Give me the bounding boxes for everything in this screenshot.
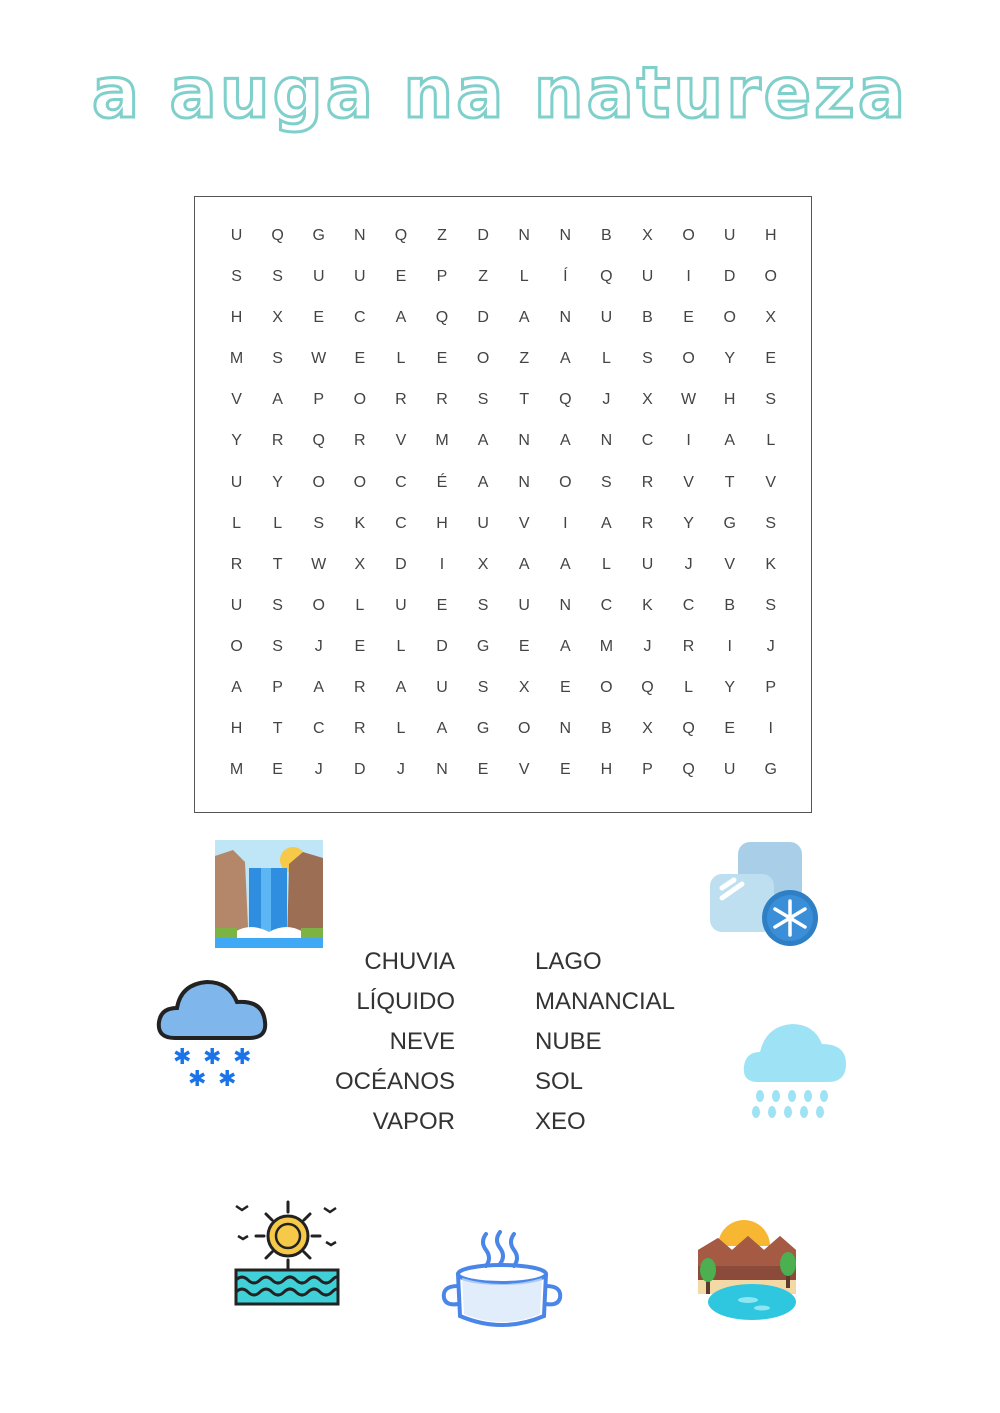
word-list-item: SOL bbox=[535, 1068, 584, 1095]
grid-letter[interactable]: B bbox=[724, 596, 735, 614]
grid-letter[interactable]: L bbox=[355, 596, 365, 614]
grid-letter[interactable]: X bbox=[642, 720, 653, 738]
grid-letter[interactable]: P bbox=[642, 761, 653, 779]
grid-letter[interactable]: Q bbox=[682, 720, 695, 738]
grid-letter[interactable]: J bbox=[766, 637, 775, 655]
snow-cloud-icon bbox=[155, 970, 271, 1090]
grid-letter[interactable]: R bbox=[395, 391, 407, 409]
grid-letter[interactable]: Y bbox=[683, 514, 694, 532]
grid-letter[interactable]: Z bbox=[478, 268, 488, 286]
grid-letter[interactable]: X bbox=[765, 309, 777, 327]
grid-letter[interactable]: L bbox=[396, 637, 406, 655]
grid-letter[interactable]: I bbox=[563, 514, 568, 532]
grid-letter[interactable]: N bbox=[518, 227, 530, 244]
grid-letter[interactable]: L bbox=[601, 555, 611, 573]
grid-letter[interactable]: M bbox=[599, 637, 614, 655]
grid-letter[interactable]: E bbox=[559, 761, 571, 779]
word-list-right bbox=[535, 942, 735, 1142]
grid-letter[interactable]: S bbox=[272, 596, 283, 614]
steaming-pot-icon bbox=[440, 1230, 564, 1334]
grid-letter[interactable]: A bbox=[313, 679, 325, 697]
grid-letter[interactable]: O bbox=[559, 473, 572, 491]
grid-letter[interactable]: O bbox=[353, 391, 367, 409]
grid-letter[interactable]: B bbox=[642, 309, 653, 327]
grid-letter[interactable]: X bbox=[518, 679, 530, 697]
grid-letter[interactable]: S bbox=[642, 350, 653, 368]
grid-letter[interactable]: A bbox=[231, 679, 242, 697]
grid-letter[interactable]: V bbox=[518, 761, 530, 779]
grid-letter[interactable]: H bbox=[764, 227, 777, 244]
rain-cloud-icon bbox=[742, 1016, 848, 1124]
grid-letter[interactable]: O bbox=[723, 309, 736, 327]
grid-letter[interactable]: L bbox=[601, 350, 611, 368]
grid-letter[interactable]: X bbox=[642, 227, 653, 244]
grid-letter[interactable]: E bbox=[354, 350, 366, 368]
grid-letter[interactable]: E bbox=[559, 679, 571, 697]
grid-letter[interactable]: A bbox=[395, 679, 407, 697]
grid-letter[interactable]: I bbox=[439, 555, 445, 573]
grid-letter[interactable]: C bbox=[395, 514, 407, 532]
grid-letter[interactable]: É bbox=[436, 473, 448, 491]
grid-letter[interactable]: K bbox=[354, 514, 366, 532]
grid-letter[interactable]: M bbox=[229, 761, 244, 779]
grid-letter[interactable]: R bbox=[641, 514, 654, 532]
word-list-item: VAPOR bbox=[372, 1108, 455, 1135]
grid-letter[interactable]: O bbox=[312, 473, 325, 491]
svg-text:✱: ✱ bbox=[173, 1045, 192, 1070]
grid-row bbox=[216, 668, 792, 709]
grid-letter[interactable]: O bbox=[476, 350, 490, 368]
grid-letter[interactable]: V bbox=[395, 432, 407, 450]
grid-letter[interactable]: A bbox=[477, 432, 489, 450]
word-list-item: XEO bbox=[535, 1108, 586, 1135]
grid-letter[interactable]: S bbox=[272, 350, 283, 368]
grid-letter[interactable]: N bbox=[354, 227, 366, 244]
grid-letter[interactable]: J bbox=[314, 761, 323, 779]
grid-letter[interactable]: L bbox=[273, 514, 283, 532]
grid-row bbox=[216, 504, 792, 545]
grid-row bbox=[216, 421, 792, 462]
grid-letter[interactable]: T bbox=[519, 391, 530, 409]
word-list-item: LÍQUIDO bbox=[356, 988, 455, 1015]
grid-letter[interactable]: D bbox=[436, 637, 448, 655]
grid-letter[interactable]: G bbox=[723, 514, 736, 532]
grid-letter[interactable]: Z bbox=[519, 350, 530, 368]
grid-letter[interactable]: V bbox=[724, 555, 735, 573]
grid-letter[interactable]: P bbox=[313, 391, 325, 409]
grid-letter[interactable]: O bbox=[682, 227, 695, 244]
grid-letter[interactable]: U bbox=[723, 227, 736, 244]
grid-letter[interactable]: E bbox=[477, 761, 489, 779]
grid-letter[interactable]: C bbox=[354, 309, 366, 327]
grid-letter[interactable]: H bbox=[600, 761, 613, 779]
grid-letter[interactable]: U bbox=[354, 268, 366, 286]
grid-letter[interactable]: J bbox=[602, 391, 611, 409]
grid-letter[interactable]: A bbox=[559, 350, 571, 368]
grid-letter[interactable]: U bbox=[230, 596, 243, 614]
grid-letter[interactable]: S bbox=[272, 637, 283, 655]
grid-letter[interactable]: C bbox=[682, 596, 695, 614]
grid-letter[interactable]: S bbox=[272, 268, 283, 286]
grid-letter[interactable]: T bbox=[272, 555, 283, 573]
word-list-item: MANANCIAL bbox=[535, 988, 676, 1015]
grid-letter[interactable]: R bbox=[230, 555, 243, 573]
grid-letter[interactable]: S bbox=[765, 391, 777, 409]
grid-letter[interactable]: N bbox=[518, 432, 530, 450]
grid-letter[interactable]: U bbox=[230, 473, 243, 491]
grid-letter[interactable]: S bbox=[765, 514, 777, 532]
grid-letter[interactable]: N bbox=[559, 227, 572, 244]
grid-letter[interactable]: S bbox=[477, 679, 489, 697]
grid-letter[interactable]: A bbox=[601, 514, 612, 532]
grid-letter[interactable]: D bbox=[723, 268, 736, 286]
grid-letter[interactable]: R bbox=[641, 473, 654, 491]
grid-row bbox=[216, 380, 792, 421]
svg-text:✱: ✱ bbox=[203, 1045, 222, 1070]
grid-letter[interactable]: Q bbox=[600, 268, 613, 286]
grid-letter[interactable]: L bbox=[232, 514, 241, 532]
grid-letter[interactable]: O bbox=[600, 679, 613, 697]
grid-letter[interactable]: L bbox=[519, 268, 529, 286]
page-title: a auga na natureza bbox=[91, 52, 909, 134]
grid-letter[interactable]: A bbox=[395, 309, 407, 327]
grid-letter[interactable]: Q bbox=[435, 309, 449, 327]
grid-letter[interactable]: G bbox=[476, 637, 490, 655]
grid-letter[interactable]: N bbox=[518, 473, 530, 491]
grid-letter[interactable]: X bbox=[477, 555, 489, 573]
grid-letter[interactable]: N bbox=[559, 596, 572, 614]
grid-letter[interactable]: U bbox=[641, 555, 654, 573]
grid-letter[interactable]: N bbox=[559, 720, 572, 738]
svg-text:✱: ✱ bbox=[218, 1067, 237, 1090]
grid-letter[interactable]: Í bbox=[563, 268, 568, 286]
grid-letter[interactable]: Q bbox=[394, 227, 408, 244]
grid-letter[interactable]: J bbox=[684, 555, 693, 573]
grid-letter[interactable]: D bbox=[354, 761, 366, 779]
grid-letter[interactable]: Y bbox=[272, 473, 283, 491]
grid-letter[interactable]: E bbox=[436, 596, 448, 614]
grid-letter[interactable]: K bbox=[642, 596, 653, 614]
grid-letter[interactable]: N bbox=[436, 761, 448, 779]
grid-letter[interactable]: H bbox=[230, 720, 243, 738]
grid-row bbox=[216, 627, 792, 668]
grid-row bbox=[216, 545, 792, 586]
grid-row bbox=[216, 257, 792, 298]
ice-cubes-icon bbox=[708, 838, 820, 950]
grid-letter[interactable]: O bbox=[312, 596, 325, 614]
grid-letter[interactable]: J bbox=[314, 637, 323, 655]
grid-letter[interactable]: S bbox=[231, 268, 242, 286]
grid-letter[interactable]: N bbox=[559, 309, 572, 327]
grid-letter[interactable]: I bbox=[686, 268, 691, 286]
grid-letter[interactable]: J bbox=[643, 637, 652, 655]
grid-letter[interactable]: R bbox=[354, 432, 366, 450]
grid-letter[interactable]: I bbox=[768, 720, 773, 738]
grid-letter[interactable]: U bbox=[395, 596, 407, 614]
grid-letter[interactable]: E bbox=[395, 268, 407, 286]
grid-letter[interactable]: V bbox=[765, 473, 777, 491]
grid-letter[interactable]: C bbox=[641, 432, 654, 450]
grid-letter[interactable]: S bbox=[477, 391, 489, 409]
grid-letter[interactable]: Y bbox=[231, 432, 242, 450]
grid-letter[interactable]: W bbox=[311, 555, 327, 573]
grid-letter[interactable]: D bbox=[395, 555, 407, 573]
word-list-item: CHUVIA bbox=[364, 948, 455, 975]
grid-letter[interactable]: L bbox=[396, 350, 406, 368]
grid-letter[interactable]: D bbox=[477, 309, 489, 327]
grid-letter[interactable]: X bbox=[354, 555, 366, 573]
grid-letter[interactable]: B bbox=[601, 227, 612, 244]
grid-letter[interactable]: E bbox=[313, 309, 325, 327]
grid-letter[interactable]: Y bbox=[724, 350, 735, 368]
grid-letter[interactable]: U bbox=[230, 227, 243, 244]
grid-letter[interactable]: W bbox=[681, 391, 697, 409]
grid-letter[interactable]: Q bbox=[271, 227, 284, 244]
grid-letter[interactable]: O bbox=[682, 350, 695, 368]
grid-letter[interactable]: V bbox=[683, 473, 694, 491]
sun-over-sea-icon bbox=[232, 1198, 344, 1310]
grid-letter[interactable]: E bbox=[436, 350, 448, 368]
grid-letter[interactable]: M bbox=[229, 350, 244, 368]
grid-letter[interactable]: P bbox=[272, 679, 283, 697]
grid-letter[interactable]: M bbox=[435, 432, 449, 450]
grid-letter[interactable]: U bbox=[436, 679, 448, 697]
lake-landscape-icon bbox=[696, 1220, 800, 1322]
grid-letter[interactable]: P bbox=[436, 268, 448, 286]
svg-text:✱: ✱ bbox=[188, 1067, 207, 1090]
grid-letter[interactable]: T bbox=[724, 473, 735, 491]
grid-letter[interactable]: H bbox=[723, 391, 736, 409]
grid-letter[interactable]: G bbox=[312, 227, 325, 244]
grid-letter[interactable]: C bbox=[312, 720, 325, 738]
grid-letter[interactable]: U bbox=[600, 309, 613, 327]
grid-letter[interactable]: I bbox=[686, 432, 691, 450]
grid-letter[interactable]: A bbox=[436, 720, 448, 738]
grid-letter[interactable]: A bbox=[559, 637, 571, 655]
grid-letter[interactable]: W bbox=[311, 350, 327, 368]
grid-letter[interactable]: I bbox=[727, 637, 732, 655]
word-list-item: NEVE bbox=[389, 1028, 455, 1055]
grid-row bbox=[216, 216, 792, 257]
grid-letter[interactable]: Y bbox=[724, 679, 735, 697]
grid-letter[interactable]: V bbox=[518, 514, 530, 532]
grid-letter[interactable]: A bbox=[559, 555, 571, 573]
grid-letter[interactable]: S bbox=[477, 596, 489, 614]
grid-letter[interactable]: Q bbox=[682, 761, 695, 779]
grid-letter[interactable]: L bbox=[396, 720, 406, 738]
word-list-item: LAGO bbox=[535, 948, 602, 975]
word-search-grid bbox=[216, 216, 792, 791]
grid-letter[interactable]: E bbox=[518, 637, 530, 655]
grid-row bbox=[216, 298, 792, 339]
grid-letter[interactable]: C bbox=[600, 596, 613, 614]
grid-letter[interactable]: U bbox=[641, 268, 654, 286]
word-list-item: OCÉANOS bbox=[334, 1068, 455, 1095]
grid-letter[interactable]: A bbox=[559, 432, 571, 450]
grid-row bbox=[216, 463, 792, 504]
grid-letter[interactable]: V bbox=[231, 391, 242, 409]
grid-row bbox=[216, 709, 792, 750]
grid-letter[interactable]: O bbox=[764, 268, 777, 286]
grid-letter[interactable]: J bbox=[396, 761, 405, 779]
grid-letter[interactable]: A bbox=[518, 309, 530, 327]
grid-letter[interactable]: S bbox=[313, 514, 325, 532]
grid-letter[interactable]: U bbox=[723, 761, 736, 779]
grid-letter[interactable]: Z bbox=[437, 227, 447, 244]
grid-letter[interactable]: A bbox=[477, 473, 489, 491]
grid-letter[interactable]: E bbox=[724, 720, 735, 738]
grid-row bbox=[216, 586, 792, 627]
grid-letter[interactable]: K bbox=[765, 555, 777, 573]
grid-letter[interactable]: R bbox=[354, 720, 366, 738]
grid-letter[interactable]: H bbox=[230, 309, 243, 327]
grid-letter[interactable]: Q bbox=[312, 432, 325, 450]
grid-letter[interactable]: D bbox=[477, 227, 489, 244]
word-list-left bbox=[290, 942, 455, 1142]
grid-letter[interactable]: U bbox=[312, 268, 325, 286]
grid-letter[interactable]: A bbox=[518, 555, 530, 573]
grid-letter[interactable]: X bbox=[272, 309, 283, 327]
grid-letter[interactable]: X bbox=[642, 391, 653, 409]
grid-letter[interactable]: G bbox=[764, 761, 777, 779]
grid-letter[interactable]: E bbox=[765, 350, 777, 368]
grid-letter[interactable]: L bbox=[766, 432, 776, 450]
grid-letter[interactable]: C bbox=[395, 473, 407, 491]
grid-letter[interactable]: Q bbox=[641, 679, 654, 697]
grid-letter[interactable]: H bbox=[436, 514, 448, 532]
grid-letter[interactable]: S bbox=[601, 473, 612, 491]
grid-letter[interactable]: E bbox=[354, 637, 366, 655]
grid-letter[interactable]: R bbox=[682, 637, 695, 655]
grid-letter[interactable]: O bbox=[230, 637, 243, 655]
grid-letter[interactable]: R bbox=[354, 679, 366, 697]
grid-row bbox=[216, 750, 792, 791]
grid-row bbox=[216, 339, 792, 380]
grid-letter[interactable]: E bbox=[683, 309, 694, 327]
grid-letter[interactable]: Q bbox=[559, 391, 572, 409]
grid-letter[interactable]: P bbox=[765, 679, 777, 697]
grid-letter[interactable]: O bbox=[517, 720, 531, 738]
grid-letter[interactable]: L bbox=[684, 679, 694, 697]
grid-letter[interactable]: B bbox=[601, 720, 612, 738]
svg-text:✱: ✱ bbox=[233, 1045, 252, 1070]
grid-letter[interactable]: R bbox=[436, 391, 448, 409]
grid-letter[interactable]: E bbox=[272, 761, 283, 779]
grid-letter[interactable]: T bbox=[272, 720, 283, 738]
grid-letter[interactable]: A bbox=[272, 391, 283, 409]
grid-letter[interactable]: S bbox=[765, 596, 777, 614]
grid-letter[interactable]: U bbox=[518, 596, 530, 614]
waterfall-icon bbox=[215, 840, 323, 948]
grid-letter[interactable]: A bbox=[724, 432, 735, 450]
grid-letter[interactable]: R bbox=[271, 432, 284, 450]
grid-letter[interactable]: U bbox=[477, 514, 489, 532]
word-list-item: NUBE bbox=[535, 1028, 602, 1055]
grid-letter[interactable]: G bbox=[476, 720, 490, 738]
grid-letter[interactable]: N bbox=[600, 432, 613, 450]
grid-letter[interactable]: O bbox=[353, 473, 367, 491]
